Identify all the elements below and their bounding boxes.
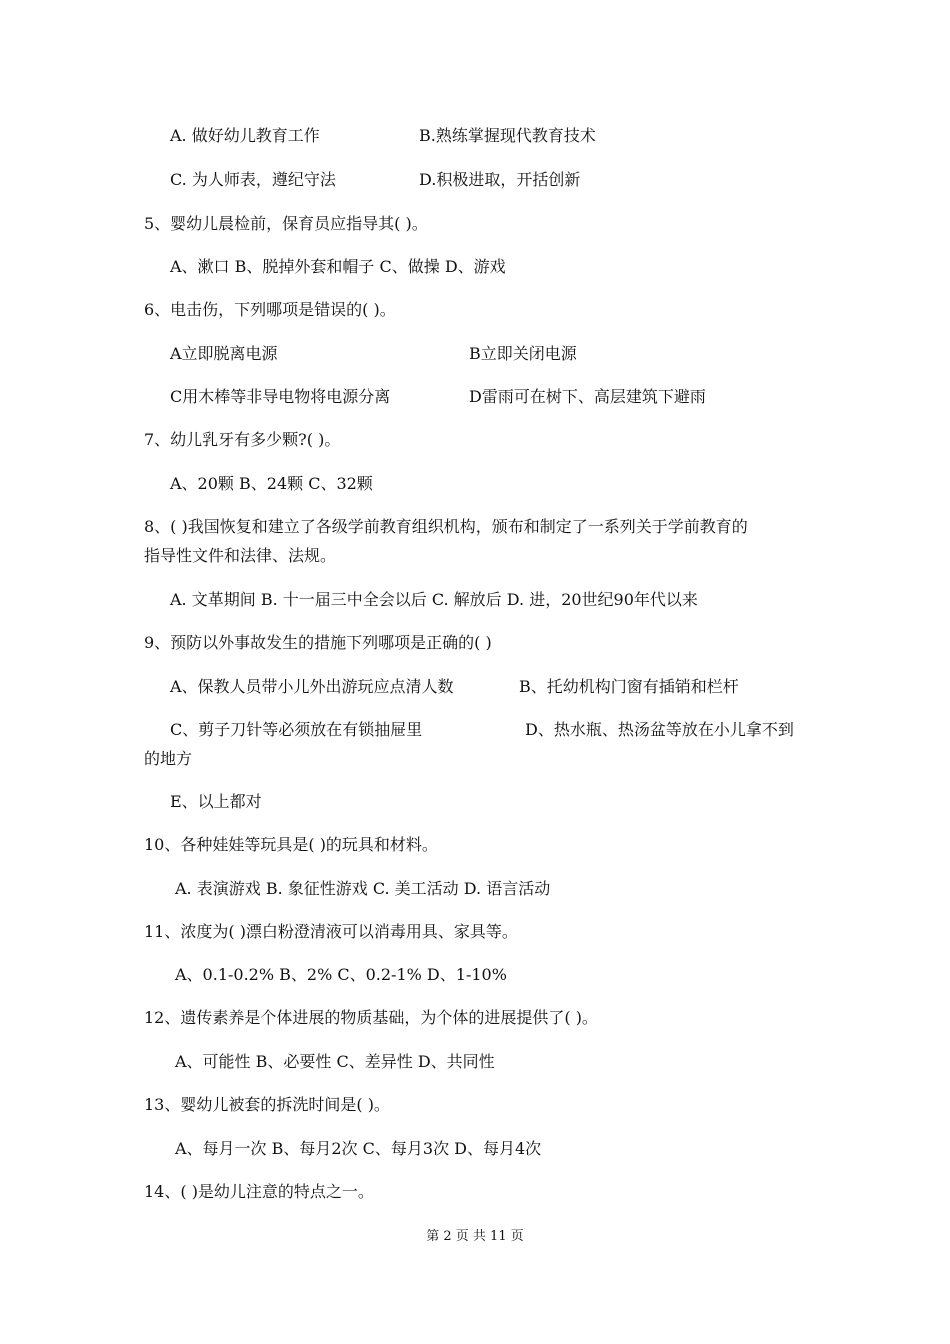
q9-option-e: E、以上都对 — [170, 792, 262, 811]
question-11: 11、浓度为( )漂白粉澄清液可以消毒用具、家具等。 — [144, 922, 518, 941]
question-13: 13、婴幼儿被套的拆洗时间是( )。 — [144, 1095, 390, 1114]
q13-options: A、每月一次 B、每月2次 C、每月3次 D、每月4次 — [175, 1139, 542, 1158]
q12-options: A、可能性 B、必要性 C、差异性 D、共同性 — [175, 1052, 495, 1071]
question-6: 6、电击伤，下列哪项是错误的( )。 — [144, 300, 396, 319]
q9-option-d-continued: 的地方 — [144, 749, 193, 768]
q4-option-d: D.积极进取，开括创新 — [419, 170, 581, 189]
q5-options: A、漱口 B、脱掉外套和帽子 C、做操 D、游戏 — [170, 257, 506, 276]
q9-option-c: C、剪子刀针等必须放在有锁抽屉里 — [170, 720, 423, 739]
q8-options: A. 文革期间 B. 十一届三中全会以后 C. 解放后 D. 进，20世纪90年代以来 — [170, 590, 698, 609]
q6-option-d: D雷雨可在树下、高层建筑下避雨 — [469, 387, 706, 406]
q6-option-c: C用木棒等非导电物将电源分离 — [170, 387, 391, 406]
question-9: 9、预防以外事故发生的措施下列哪项是正确的( ) — [144, 633, 492, 652]
question-5: 5、婴幼儿晨检前，保育员应指导其( )。 — [144, 214, 428, 233]
q9-option-b: B、托幼机构门窗有插销和栏杆 — [519, 677, 739, 696]
question-8-line-1: 8、( )我国恢复和建立了各级学前教育组织机构，颁布和制定了一系列关于学前教育的 — [144, 517, 748, 536]
question-8-line-2: 指导性文件和法律、法规。 — [144, 546, 337, 565]
q9-option-a: A、保教人员带小儿外出游玩应点清人数 — [170, 677, 454, 696]
page-footer: 第 2 页 共 11 页 — [426, 1229, 524, 1244]
q7-options: A、20颗 B、24颗 C、32颗 — [170, 474, 373, 493]
question-10: 10、各种娃娃等玩具是( )的玩具和材料。 — [144, 835, 438, 854]
q9-option-d: D、热水瓶、热汤盆等放在小儿拿不到 — [525, 720, 794, 739]
q4-option-a: A. 做好幼儿教育工作 — [170, 126, 320, 145]
question-7: 7、幼儿乳牙有多少颗?( )。 — [144, 430, 341, 449]
question-12: 12、遗传素养是个体进展的物质基础，为个体的进展提供了( )。 — [144, 1008, 598, 1027]
q4-option-c: C. 为人师表，遵纪守法 — [170, 170, 336, 189]
q6-option-b: B立即关闭电源 — [469, 344, 577, 363]
q11-options: A、0.1-0.2% B、2% C、0.2-1% D、1-10% — [175, 965, 507, 984]
q6-option-a: A立即脱离电源 — [170, 344, 278, 363]
question-14: 14、( )是幼儿注意的特点之一。 — [144, 1182, 374, 1201]
q10-options: A. 表演游戏 B. 象征性游戏 C. 美工活动 D. 语言活动 — [175, 879, 551, 898]
q4-option-b: B.熟练掌握现代教育技术 — [419, 126, 596, 145]
